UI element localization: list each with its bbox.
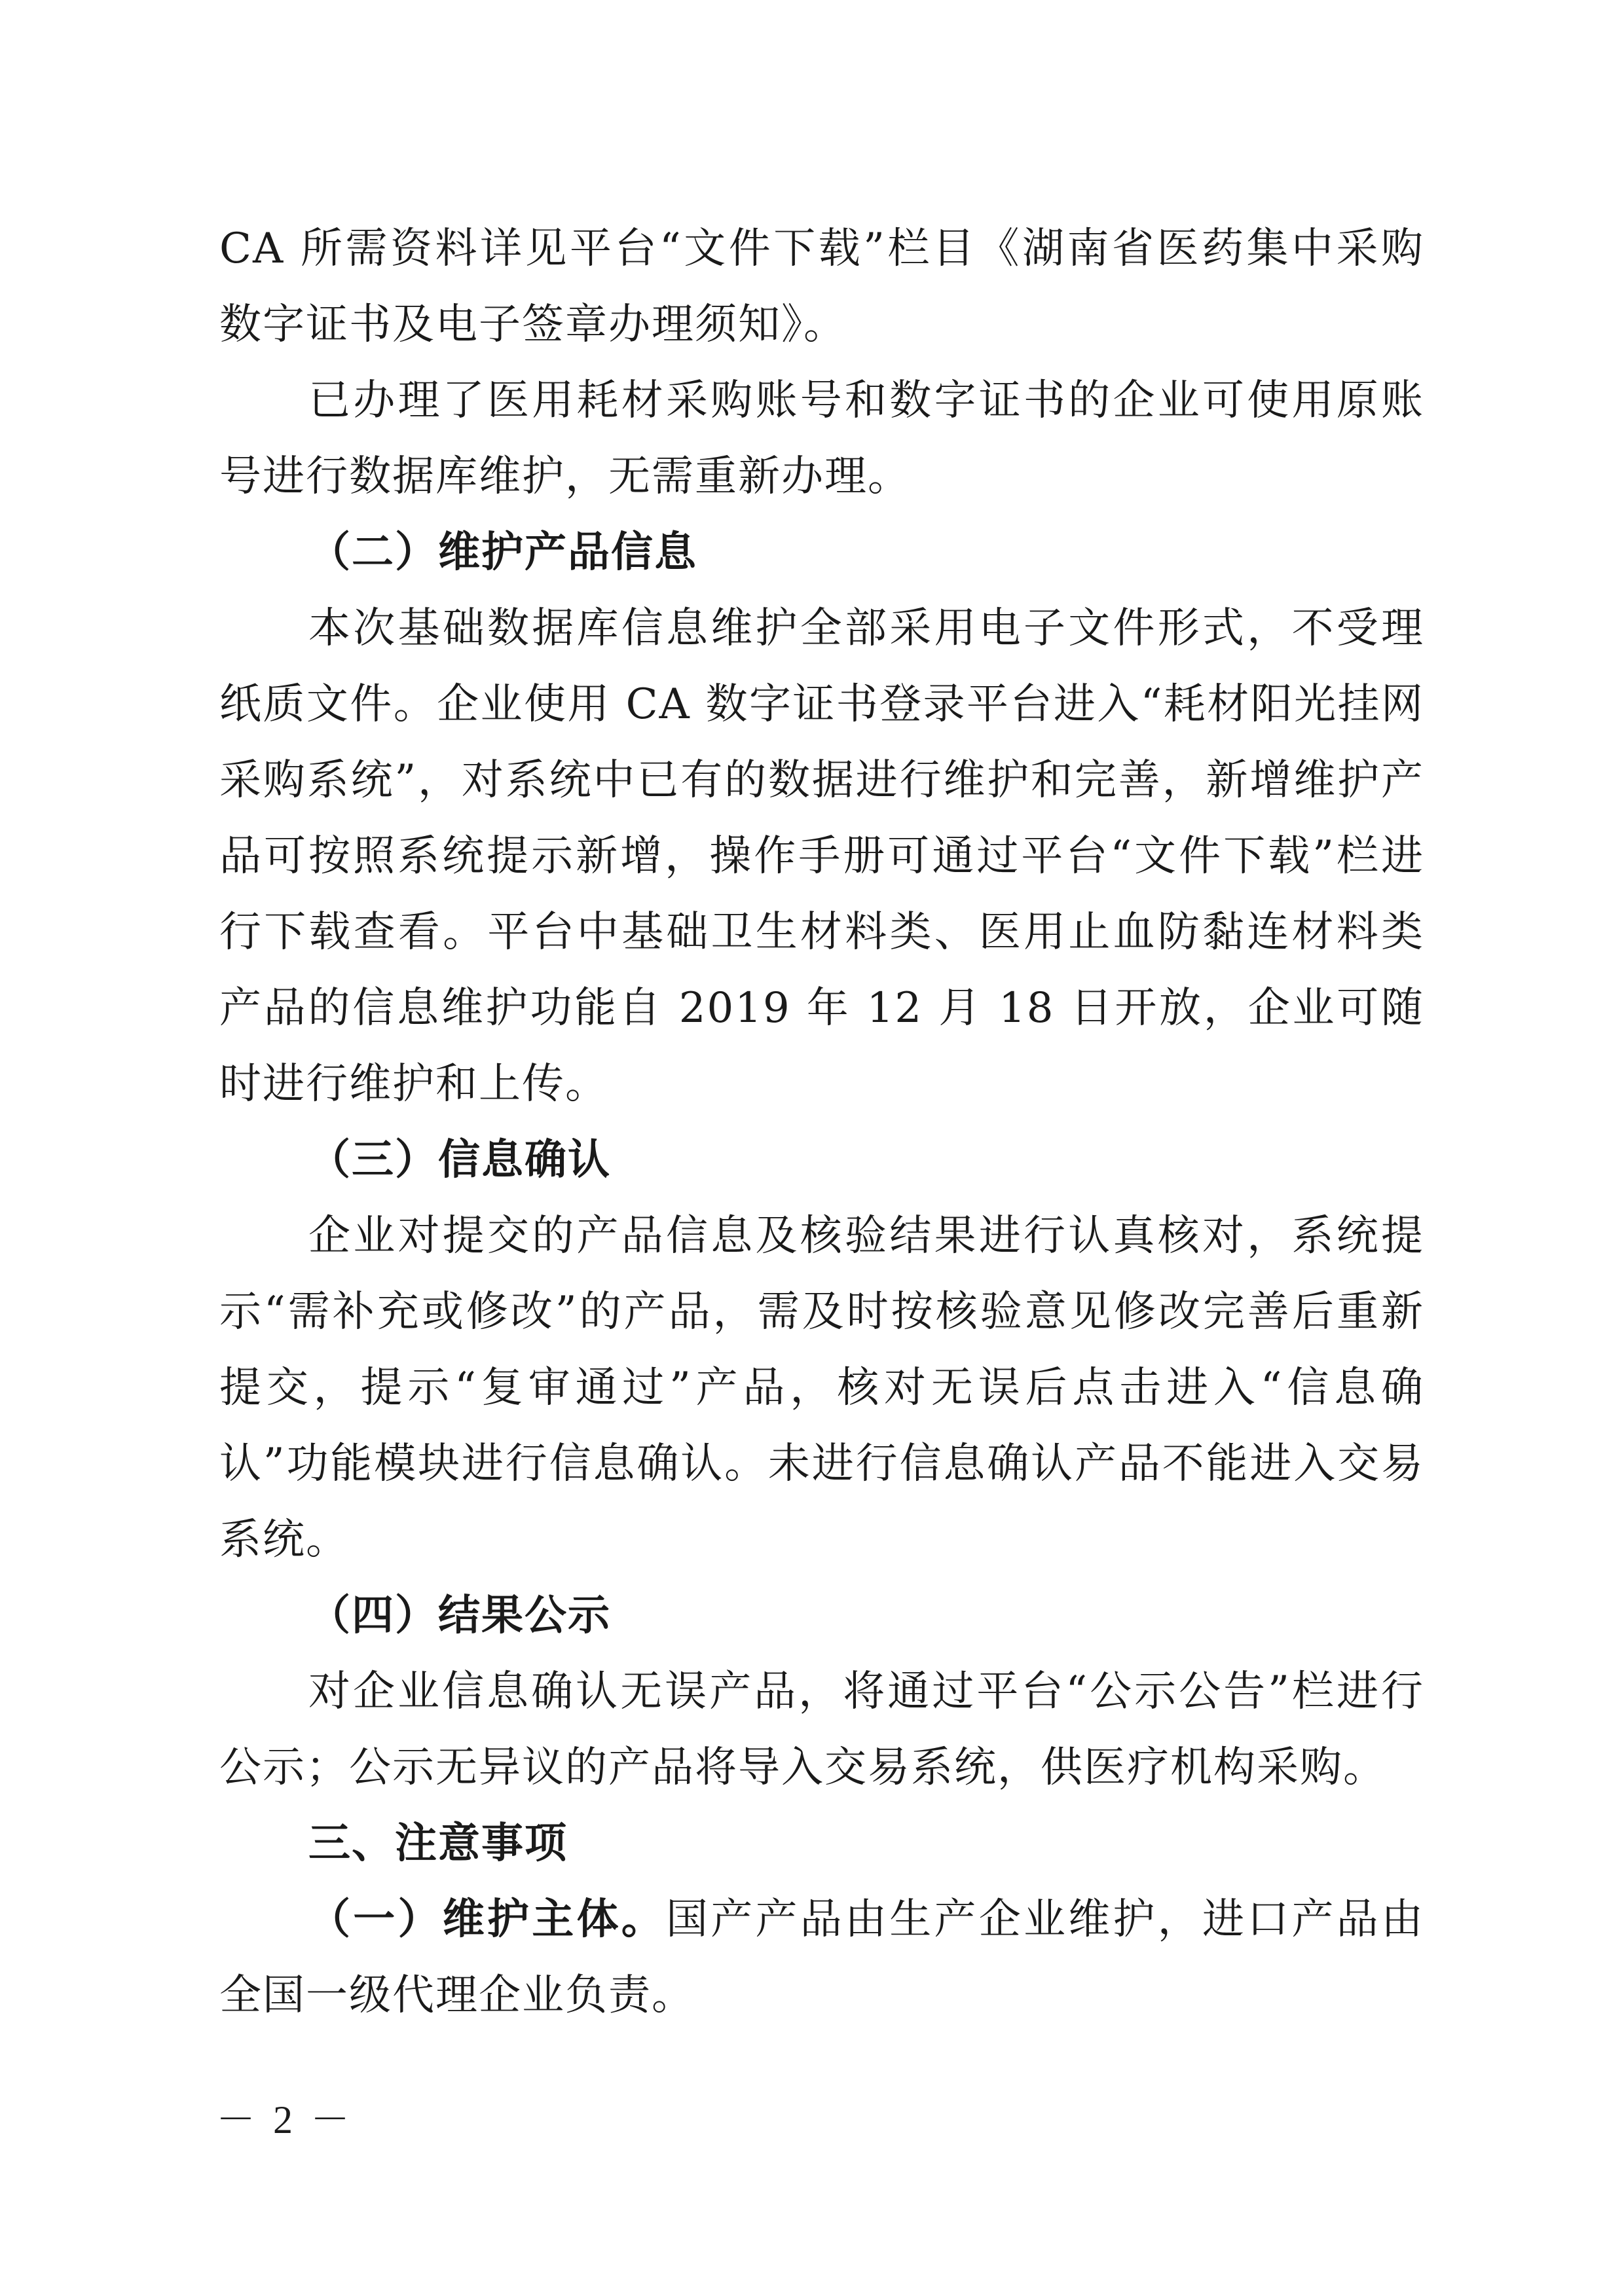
paragraph-existing-accounts: 已办理了医用耗材采购账号和数字证书的企业可使用原账号进行数据库维护，无需重新办理。 xyxy=(219,376,1424,501)
document-body xyxy=(219,211,1424,2033)
section-heading-result-publicity: （四）结果公示 xyxy=(308,1591,611,1640)
paragraph-electronic-maintenance: 本次基础数据库信息维护全部采用电子文件形式，不受理纸质文件。企业使用 CA 数字证书登录平台进入“耗材阳光挂网采购系统”，对系统中已有的数据进行维护和完善，新增维护产品可按照系统提示新增，操作手册可通过平台“文件下载”栏进行下载查看。平台中基础卫生材料类、医用止血防黏连材料类产品的信息维护功能自 2019 年 12 月 18 日开放，企业可随时进行维护和上传。 xyxy=(219,604,1424,1108)
paragraph-ca-materials: CA 所需资料详见平台“文件下载”栏目《湖南省医药集中采购数字证书及电子签章办理须知》。 xyxy=(219,225,1424,349)
maintenance-subject-lead: （一）维护主体。 xyxy=(308,1895,666,1944)
page-number: － 2 － xyxy=(216,2098,354,2141)
maintenance-subject-text: 国产产品由生产企业维护，进口产品由全国一级代理企业负责。 xyxy=(219,1895,1424,2020)
paragraph-maintenance-subject xyxy=(219,1882,1424,2033)
section-heading-info-confirmation: （三）信息确认 xyxy=(308,1135,611,1184)
section-heading-maintain-product-info: （二）维护产品信息 xyxy=(308,528,697,577)
paragraph-publicity: 对企业信息确认无误产品，将通过平台“公示公告”栏进行公示；公示无异议的产品将导入交易系统，供医疗机构采购。 xyxy=(219,1667,1424,1792)
paragraph-confirmation-steps: 企业对提交的产品信息及核验结果进行认真核对，系统提示“需补充或修改”的产品，需及时按核验意见修改完善后重新提交，提示“复审通过”产品，核对无误后点击进入“信息确认”功能模块进行信息确认。未进行信息确认产品不能进入交易系统。 xyxy=(219,1212,1424,1564)
section-heading-notes: 三、注意事项 xyxy=(308,1819,568,1868)
